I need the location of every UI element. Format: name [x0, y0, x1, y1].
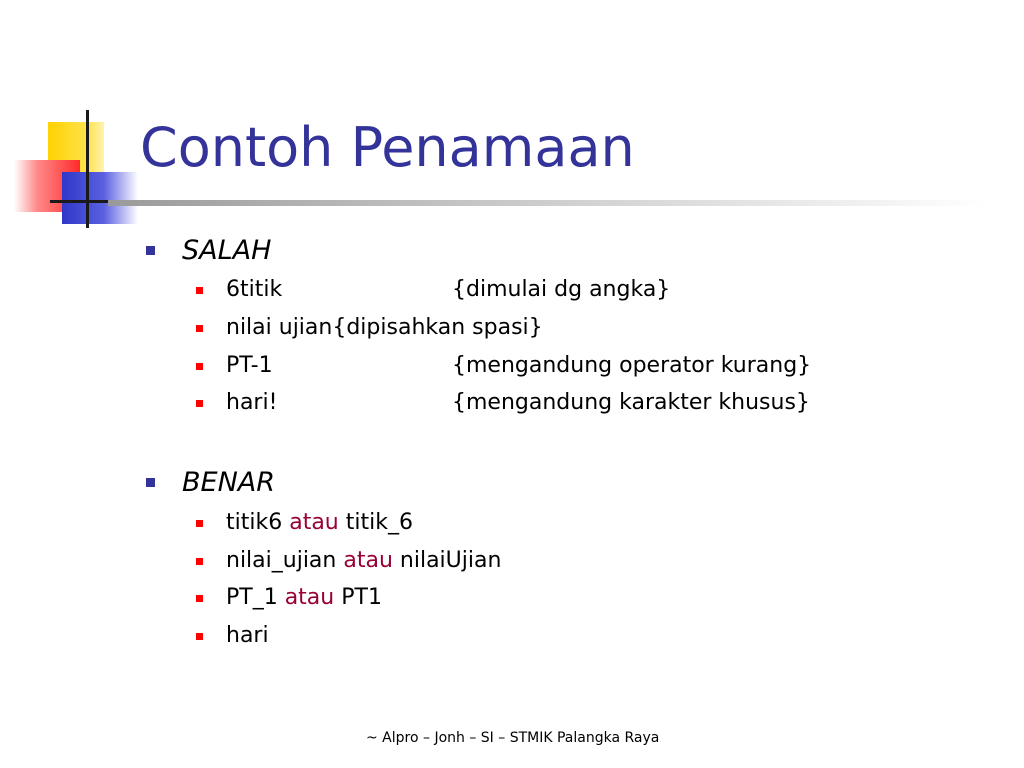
square-bullet-icon — [196, 558, 203, 565]
reason-text: {mengandung operator kurang} — [452, 353, 812, 378]
keyword-atau: atau — [284, 585, 335, 610]
reason-text: {dimulai dg angka} — [452, 277, 671, 302]
section-heading: SALAH — [182, 235, 272, 266]
identifier-text: hari — [226, 623, 269, 648]
title-underline — [108, 200, 988, 206]
square-bullet-icon — [196, 520, 203, 527]
blue-square-decoration — [62, 172, 138, 224]
identifier-text: titik6 — [226, 510, 283, 535]
keyword-atau: atau — [343, 548, 393, 573]
identifier-text: PT_1 — [226, 585, 278, 610]
identifier-text: PT1 — [341, 585, 382, 610]
identifier-text: hari! — [226, 390, 278, 415]
square-bullet-icon — [146, 246, 155, 255]
section-heading: BENAR — [182, 467, 276, 498]
slide-footer: ~ Alpro – Jonh – SI – STMIK Palangka Raya — [366, 730, 660, 746]
identifier-text: nilai_ujian — [226, 548, 337, 573]
identifier-text: nilai ujian{dipisahkan spasi} — [226, 315, 543, 340]
slide-title: Contoh Penamaan — [140, 116, 635, 179]
square-bullet-icon — [196, 287, 203, 294]
identifier-text: 6titik — [226, 277, 283, 302]
identifier-text: nilaiUjian — [399, 548, 502, 573]
square-bullet-icon — [196, 633, 203, 640]
identifier-line — [226, 583, 382, 613]
square-bullet-icon — [196, 325, 203, 332]
identifier-line — [226, 508, 413, 538]
keyword-atau: atau — [289, 510, 339, 535]
vertical-line-decoration — [86, 110, 89, 228]
square-bullet-icon — [196, 595, 203, 602]
square-bullet-icon — [196, 363, 203, 370]
identifier-text: titik_6 — [345, 510, 413, 535]
square-bullet-icon — [196, 400, 203, 407]
square-bullet-icon — [146, 478, 155, 487]
identifier-line — [226, 546, 501, 576]
identifier-text: PT-1 — [226, 353, 273, 378]
reason-text: {mengandung karakter khusus} — [452, 390, 810, 415]
